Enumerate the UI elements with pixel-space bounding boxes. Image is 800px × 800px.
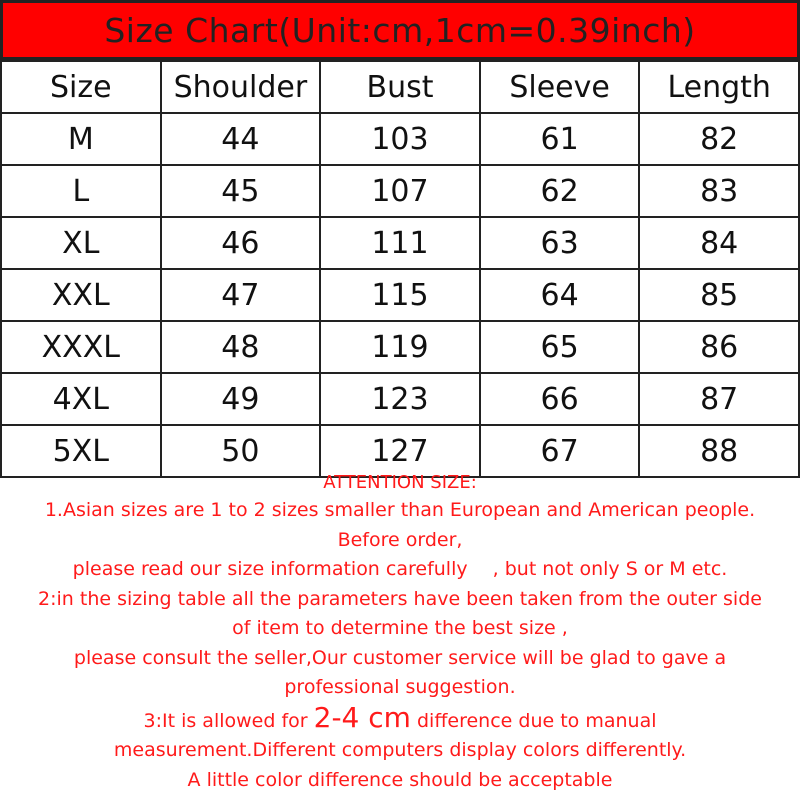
cell-bust: 111 xyxy=(320,217,480,269)
cell-length: 88 xyxy=(639,425,799,477)
notes-heading: ATTENTION SIZE: xyxy=(323,472,477,493)
note-line: 2:in the sizing table all the parameters have been taken from the outer side xyxy=(38,587,762,610)
cell-size: XXL xyxy=(1,269,161,321)
column-header-bust: Bust xyxy=(320,61,480,113)
cell-length: 86 xyxy=(639,321,799,373)
table-row xyxy=(1,113,799,165)
table-row xyxy=(1,321,799,373)
cell-shoulder: 47 xyxy=(161,269,321,321)
cell-bust: 127 xyxy=(320,425,480,477)
note-line: measurement.Different computers display colors differently. xyxy=(113,739,687,761)
page-title: Size Chart(Unit:cm,1cm=0.39inch) xyxy=(104,10,696,50)
attention-notes xyxy=(0,470,800,800)
note-text: 3:It is allowed for xyxy=(143,709,314,732)
note-text: difference due to manual xyxy=(410,709,657,732)
cell-shoulder: 50 xyxy=(161,425,321,477)
column-header-sleeve: Sleeve xyxy=(480,61,640,113)
note-line: please read our size information carefully , but not only S or M etc. xyxy=(72,558,728,580)
note-line: of item to determine the best size , xyxy=(232,617,568,639)
note-line: A little color difference should be acceptable xyxy=(187,768,613,791)
column-header-length: Length xyxy=(639,61,799,113)
cell-sleeve: 63 xyxy=(480,217,640,269)
cell-size: 4XL xyxy=(1,373,161,425)
table-row xyxy=(1,165,799,217)
cell-sleeve: 61 xyxy=(480,113,640,165)
note-line: Before order, xyxy=(337,528,463,551)
cell-shoulder: 45 xyxy=(161,165,321,217)
cell-sleeve: 64 xyxy=(480,269,640,321)
table-header-row xyxy=(1,61,799,113)
size-table xyxy=(0,60,800,478)
note-line: professional suggestion. xyxy=(284,676,516,698)
cell-sleeve: 62 xyxy=(480,165,640,217)
cell-length: 82 xyxy=(639,113,799,165)
note-line: 1.Asian sizes are 1 to 2 sizes smaller than European and American people. xyxy=(44,499,756,521)
cell-shoulder: 46 xyxy=(161,217,321,269)
cell-size: XXXL xyxy=(1,321,161,373)
title-bar xyxy=(0,0,800,60)
cell-length: 84 xyxy=(639,217,799,269)
cell-shoulder: 49 xyxy=(161,373,321,425)
cell-sleeve: 65 xyxy=(480,321,640,373)
cell-length: 87 xyxy=(639,373,799,425)
tolerance-value: 2-4 cm xyxy=(313,700,411,734)
cell-size: L xyxy=(1,165,161,217)
note-line: please consult the seller,Our customer service will be glad to gave a xyxy=(73,646,727,669)
cell-size: 5XL xyxy=(1,425,161,477)
cell-length: 83 xyxy=(639,165,799,217)
cell-shoulder: 44 xyxy=(161,113,321,165)
cell-bust: 119 xyxy=(320,321,480,373)
column-header-size: Size xyxy=(1,61,161,113)
cell-shoulder: 48 xyxy=(161,321,321,373)
cell-size: XL xyxy=(1,217,161,269)
cell-length: 85 xyxy=(639,269,799,321)
table-row xyxy=(1,373,799,425)
cell-bust: 115 xyxy=(320,269,480,321)
table-body xyxy=(1,113,799,477)
cell-sleeve: 66 xyxy=(480,373,640,425)
table-row xyxy=(1,217,799,269)
column-header-shoulder: Shoulder xyxy=(161,61,321,113)
cell-size: M xyxy=(1,113,161,165)
table-row xyxy=(1,269,799,321)
cell-bust: 103 xyxy=(320,113,480,165)
cell-bust: 107 xyxy=(320,165,480,217)
cell-sleeve: 67 xyxy=(480,425,640,477)
cell-bust: 123 xyxy=(320,373,480,425)
note-line-tolerance xyxy=(0,700,800,737)
